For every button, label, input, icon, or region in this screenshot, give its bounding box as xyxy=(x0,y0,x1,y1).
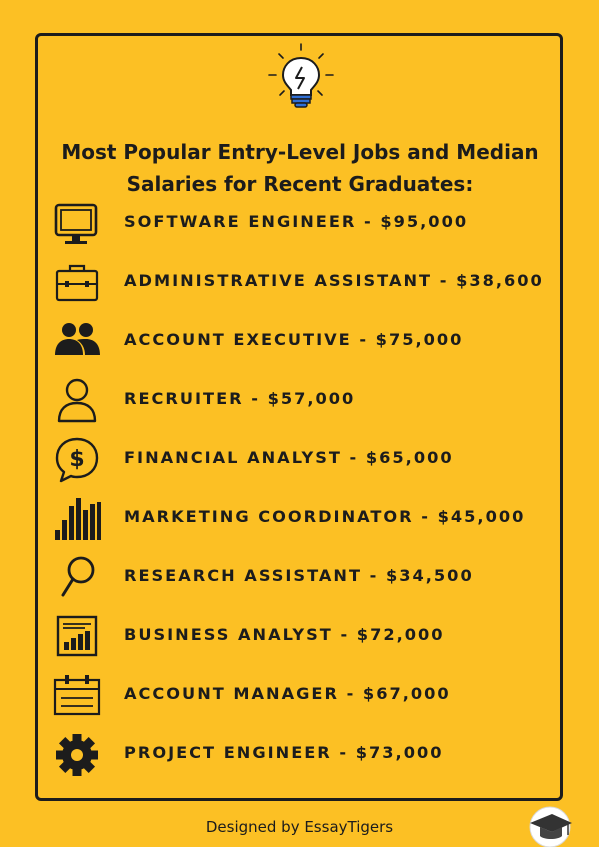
person-icon xyxy=(52,376,102,426)
people-icon xyxy=(52,317,102,367)
job-label: RECRUITER - $57,000 xyxy=(124,389,356,408)
graduation-cap-logo xyxy=(526,803,574,847)
title-line-1: Most Popular Entry-Level Jobs and Median xyxy=(61,140,539,164)
job-row-recruiter xyxy=(52,376,557,426)
job-label: SOFTWARE ENGINEER - $95,000 xyxy=(124,212,469,231)
designer-credit: Designed by EssayTigers xyxy=(205,818,394,836)
job-row-account-manager xyxy=(52,671,557,721)
bar-chart-icon xyxy=(52,494,102,544)
briefcase-icon xyxy=(52,258,102,308)
report-chart-icon xyxy=(52,612,102,662)
job-row-marketing-coordinator xyxy=(52,494,557,544)
job-row-account-executive xyxy=(52,317,557,367)
job-label: PROJECT ENGINEER - $73,000 xyxy=(124,743,444,762)
job-row-research-assistant xyxy=(52,553,557,603)
calendar-icon xyxy=(52,671,102,721)
job-row-administrative-assistant xyxy=(52,258,557,308)
lightbulb-icon xyxy=(265,40,337,112)
title-line-2: Salaries for Recent Graduates: xyxy=(126,172,474,196)
job-label: RESEARCH ASSISTANT - $34,500 xyxy=(124,566,474,585)
infographic-title xyxy=(40,136,560,200)
svg-text:$: $ xyxy=(69,447,85,472)
job-label: FINANCIAL ANALYST - $65,000 xyxy=(124,448,454,467)
job-row-financial-analyst xyxy=(52,435,557,485)
job-row-project-engineer xyxy=(52,730,557,780)
job-label: BUSINESS ANALYST - $72,000 xyxy=(124,625,445,644)
gear-icon xyxy=(52,730,102,780)
job-label: ACCOUNT MANAGER - $67,000 xyxy=(124,684,451,703)
job-row-software-engineer xyxy=(52,199,557,249)
magnifier-icon xyxy=(52,553,102,603)
job-row-business-analyst xyxy=(52,612,557,662)
job-label: ADMINISTRATIVE ASSISTANT - $38,600 xyxy=(124,271,544,290)
job-label: MARKETING COORDINATOR - $45,000 xyxy=(124,507,526,526)
dollar-bubble-icon xyxy=(52,435,102,485)
job-label: ACCOUNT EXECUTIVE - $75,000 xyxy=(124,330,464,349)
monitor-icon xyxy=(52,199,102,249)
